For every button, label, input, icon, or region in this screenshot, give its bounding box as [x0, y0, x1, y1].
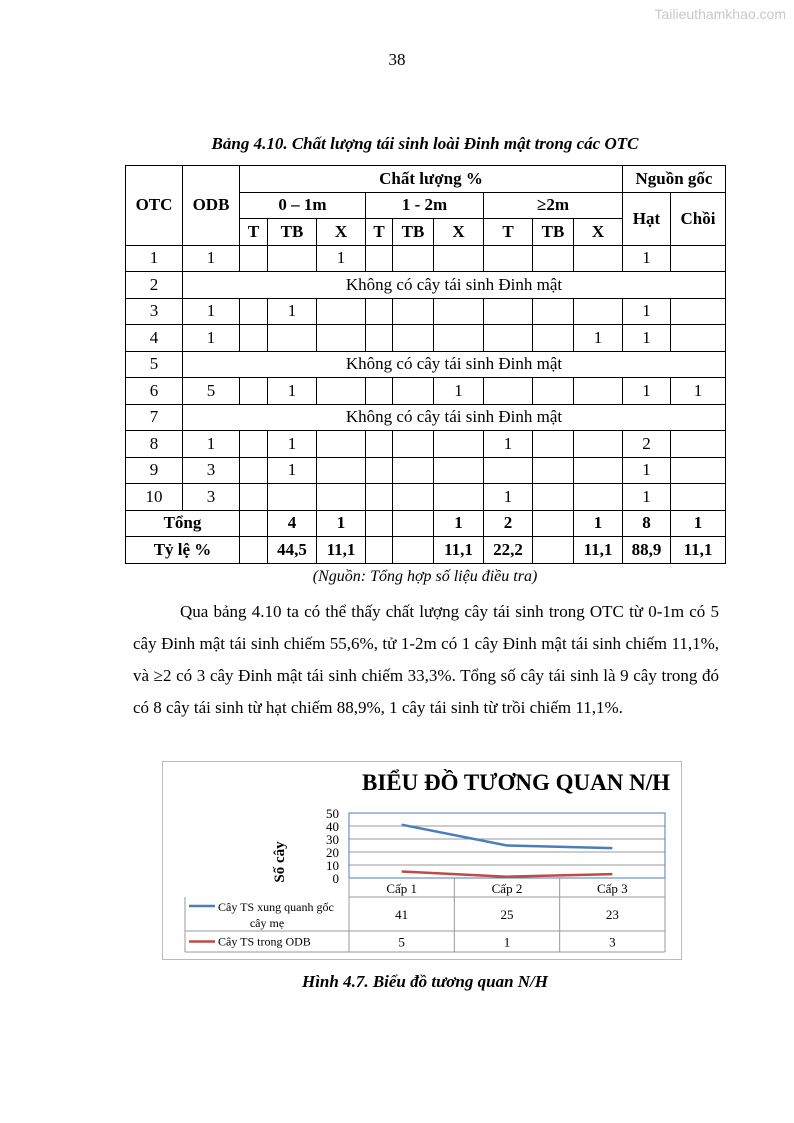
page-number: 38	[388, 50, 406, 69]
value-cell: 44,5	[268, 537, 317, 564]
y-tick-label: 10	[326, 858, 339, 873]
figure-caption: Hình 4.7. Biểu đồ tương quan N/H	[301, 972, 549, 991]
chart-title: BIỂU ĐỒ TƯƠNG QUAN N/H	[362, 770, 670, 795]
value-cell: 1	[434, 510, 484, 537]
odb-cell: 1	[183, 431, 240, 458]
header-origin: Nguồn gốc	[623, 166, 726, 193]
value-cell: 2	[623, 431, 671, 458]
ratio-label: Tỷ lệ %	[126, 537, 240, 564]
otc-cell: 2	[126, 272, 183, 299]
subheader-t: T	[240, 219, 268, 246]
otc-cell: 9	[126, 457, 183, 484]
note-cell: Không có cây tái sinh Đinh mật	[183, 351, 726, 378]
otc-cell: 7	[126, 404, 183, 431]
otc-cell: 4	[126, 325, 183, 352]
header-ge2m: ≥2m	[484, 192, 623, 219]
value-cell: 1	[623, 457, 671, 484]
y-tick-label: 20	[326, 845, 339, 860]
value-cell: 22,2	[484, 537, 533, 564]
otc-cell: 3	[126, 298, 183, 325]
table-caption: Bảng 4.10. Chất lượng tái sinh loài Đinh mật trong các OTC	[211, 134, 639, 153]
value-cell: 1	[671, 510, 726, 537]
odb-cell: 1	[183, 245, 240, 272]
value-cell: 1	[623, 245, 671, 272]
series-line-1	[402, 825, 613, 848]
otc-cell: 10	[126, 484, 183, 511]
subheader-tb: TB	[533, 219, 574, 246]
note-cell: Không có cây tái sinh Đinh mật	[183, 272, 726, 299]
otc-cell: 1	[126, 245, 183, 272]
otc-cell: 8	[126, 431, 183, 458]
value-cell: 1	[623, 298, 671, 325]
note-cell: Không có cây tái sinh Đinh mật	[183, 404, 726, 431]
total-label: Tổng	[126, 510, 240, 537]
value-cell: 1	[268, 431, 317, 458]
series-line-2	[402, 872, 613, 877]
value-cell: 1	[623, 378, 671, 405]
subheader-x: X	[434, 219, 484, 246]
value-cell: 11,1	[574, 537, 623, 564]
value-cell: 1	[317, 510, 366, 537]
value-cell: 11,1	[317, 537, 366, 564]
data-value: 41	[395, 907, 409, 922]
value-cell: 1	[317, 245, 366, 272]
header-otc: OTC	[126, 166, 183, 246]
y-tick-label: 30	[326, 832, 339, 847]
y-axis-label: Số cây	[272, 841, 288, 883]
data-value: 5	[398, 934, 405, 950]
header-1-2m: 1 - 2m	[366, 192, 484, 219]
subheader-x: X	[317, 219, 366, 246]
value-cell: 1	[268, 457, 317, 484]
odb-cell: 1	[183, 325, 240, 352]
value-cell: 1	[623, 484, 671, 511]
subheader-tb: TB	[393, 219, 434, 246]
data-value: 23	[605, 907, 619, 922]
value-cell: 1	[574, 510, 623, 537]
body-paragraph: Qua bảng 4.10 ta có thể thấy chất lượng cây tái sinh trong OTC từ 0-1m có 5 cây Đinh mật tái sinh chiếm 55,6%, tử 1-2m có 1 cây Đinh mật tái sinh chiếm 11,1%, và ≥2 có 3 cây Đinh mật tái sinh chiếm 33,3%. Tổng số cây tái sinh là 9 cây trong đó có 8 cây tái sinh từ hạt chiếm 88,9%, 1 cây tái sinh từ trồi chiếm 11,1%.	[133, 602, 719, 717]
subheader-tb: TB	[268, 219, 317, 246]
subheader-x: X	[574, 219, 623, 246]
value-cell: 11,1	[671, 537, 726, 564]
legend-label: cây mẹ	[249, 916, 285, 930]
odb-cell: 3	[183, 484, 240, 511]
value-cell: 2	[484, 510, 533, 537]
value-cell: 1	[268, 298, 317, 325]
x-tick-label: Cấp 1	[386, 881, 418, 896]
y-tick-label: 0	[332, 871, 339, 886]
odb-cell: 1	[183, 298, 240, 325]
value-cell: 4	[268, 510, 317, 537]
value-cell: 1	[484, 484, 533, 511]
otc-cell: 5	[126, 351, 183, 378]
y-tick-label: 40	[326, 819, 339, 834]
header-quality: Chất lượng %	[240, 166, 623, 193]
header-odb: ODB	[183, 166, 240, 246]
data-value: 25	[500, 907, 514, 922]
header-0-1m: 0 – 1m	[240, 192, 366, 219]
odb-cell: 5	[183, 378, 240, 405]
value-cell: 1	[268, 378, 317, 405]
legend-label: Cây TS trong ODB	[218, 934, 311, 949]
value-cell: 11,1	[434, 537, 484, 564]
header-sprout: Chồi	[671, 192, 726, 245]
header-seed: Hạt	[623, 192, 671, 245]
data-value: 1	[503, 934, 511, 950]
odb-cell: 3	[183, 457, 240, 484]
subheader-t: T	[366, 219, 393, 246]
value-cell: 8	[623, 510, 671, 537]
table-source: (Nguồn: Tổng hợp số liệu điều tra)	[312, 568, 538, 585]
x-tick-label: Cấp 3	[596, 881, 628, 896]
value-cell: 1	[671, 378, 726, 405]
y-tick-label: 50	[326, 806, 339, 821]
data-value: 3	[609, 934, 616, 950]
value-cell: 1	[574, 325, 623, 352]
watermark: Tailieuthamkhao.com	[654, 6, 786, 22]
subheader-t: T	[484, 219, 533, 246]
value-cell: 88,9	[623, 537, 671, 564]
legend-label: Cây TS xung quanh gốc	[218, 900, 334, 914]
value-cell: 1	[484, 431, 533, 458]
x-tick-label: Cấp 2	[491, 881, 523, 896]
otc-cell: 6	[126, 378, 183, 405]
value-cell: 1	[434, 378, 484, 405]
value-cell: 1	[623, 325, 671, 352]
